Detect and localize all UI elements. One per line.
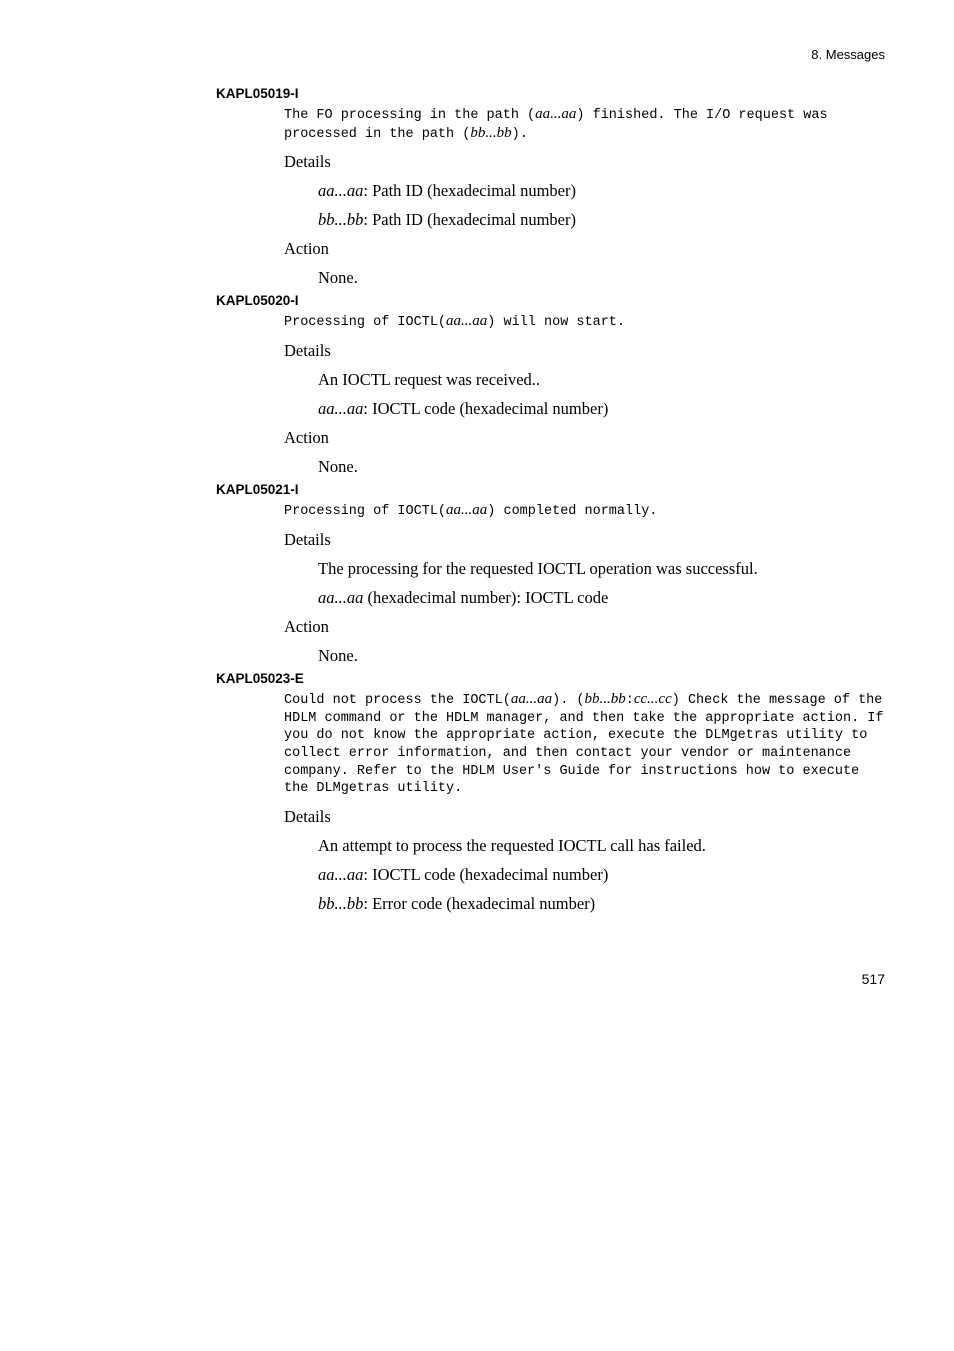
variable-placeholder: aa...aa <box>510 690 553 707</box>
text-run: Processing of IOCTL( <box>284 315 447 331</box>
message-text <box>284 106 886 143</box>
text-run: ). <box>511 126 528 142</box>
details-paragraph <box>318 865 886 885</box>
text-run: ) Check the message of the HDLM command or the HDLM manager, and then take the appropriate action. If you do not know the appropriate action, execute the DLMgetras utility to collect error information, and then contact your vendor or maintenance company. Refer to the HDLM User's Guide for instructions how to execute the DLMgetras utility. <box>284 692 884 797</box>
message-text <box>284 502 886 521</box>
text-run: ) will now start. <box>487 315 626 331</box>
details-label: Details <box>284 807 331 827</box>
action-text: None. <box>318 268 358 288</box>
text-run: : IOCTL code (hexadecimal number) <box>363 865 609 885</box>
details-paragraph <box>318 559 886 579</box>
text-run: Processing of IOCTL( <box>284 504 447 520</box>
message-entry <box>216 85 886 288</box>
variable-placeholder: aa...aa <box>318 865 364 885</box>
variable-placeholder: cc...cc <box>633 690 672 707</box>
message-id: KAPL05023-E <box>216 670 304 686</box>
text-run: ). ( <box>552 692 585 708</box>
details-paragraph <box>318 894 886 914</box>
running-header: 8. Messages <box>811 47 885 62</box>
message-entry <box>216 670 886 914</box>
message-id: KAPL05020-I <box>216 293 299 309</box>
variable-placeholder: aa...aa <box>318 587 364 607</box>
variable-placeholder: bb...bb <box>318 210 364 230</box>
message-text <box>284 313 886 332</box>
action-text: None. <box>318 645 358 665</box>
details-paragraph <box>318 181 886 201</box>
details-paragraph <box>318 588 886 608</box>
message-id: KAPL05021-I <box>216 482 299 498</box>
variable-placeholder: aa...aa <box>446 313 488 330</box>
text-run: : Path ID (hexadecimal number) <box>363 181 576 201</box>
text-run: : Error code (hexadecimal number) <box>363 894 596 914</box>
details-paragraph <box>318 210 886 230</box>
message-list <box>216 85 886 918</box>
variable-placeholder: bb...bb <box>318 894 364 914</box>
text-run: The processing for the requested IOCTL operation was successful. <box>318 558 758 578</box>
text-run: ) completed normally. <box>487 504 658 520</box>
variable-placeholder: aa...aa <box>446 502 488 519</box>
text-run: An IOCTL request was received.. <box>318 370 541 390</box>
details-paragraph <box>318 370 886 390</box>
details-label: Details <box>284 341 331 361</box>
text-run: : Path ID (hexadecimal number) <box>363 210 576 230</box>
text-run: ) finished. The I/O request was processed in the path ( <box>284 108 828 142</box>
text-run: : IOCTL code (hexadecimal number) <box>363 399 609 419</box>
variable-placeholder: aa...aa <box>318 399 364 419</box>
details-label: Details <box>284 152 331 172</box>
text-run: An attempt to process the requested IOCTL call has failed. <box>318 836 706 856</box>
text-run: (hexadecimal number): IOCTL code <box>363 587 609 607</box>
message-id: KAPL05019-I <box>216 86 299 101</box>
page-number: 517 <box>861 971 885 987</box>
action-label: Action <box>284 616 329 636</box>
variable-placeholder: bb...bb <box>470 124 512 141</box>
variable-placeholder: bb...bb <box>584 690 626 707</box>
action-label: Action <box>284 428 329 448</box>
details-label: Details <box>284 529 331 549</box>
message-entry <box>216 481 886 666</box>
message-entry <box>216 292 886 477</box>
text-run: The FO processing in the path ( <box>284 108 536 123</box>
details-paragraph <box>318 836 886 856</box>
message-text <box>284 691 886 798</box>
variable-placeholder: aa...aa <box>318 181 364 201</box>
action-label: Action <box>284 239 329 259</box>
action-text: None. <box>318 457 358 477</box>
details-paragraph <box>318 399 886 419</box>
variable-placeholder: aa...aa <box>535 106 577 122</box>
text-run: Could not process the IOCTL( <box>284 692 511 708</box>
text-run: : <box>625 692 634 708</box>
